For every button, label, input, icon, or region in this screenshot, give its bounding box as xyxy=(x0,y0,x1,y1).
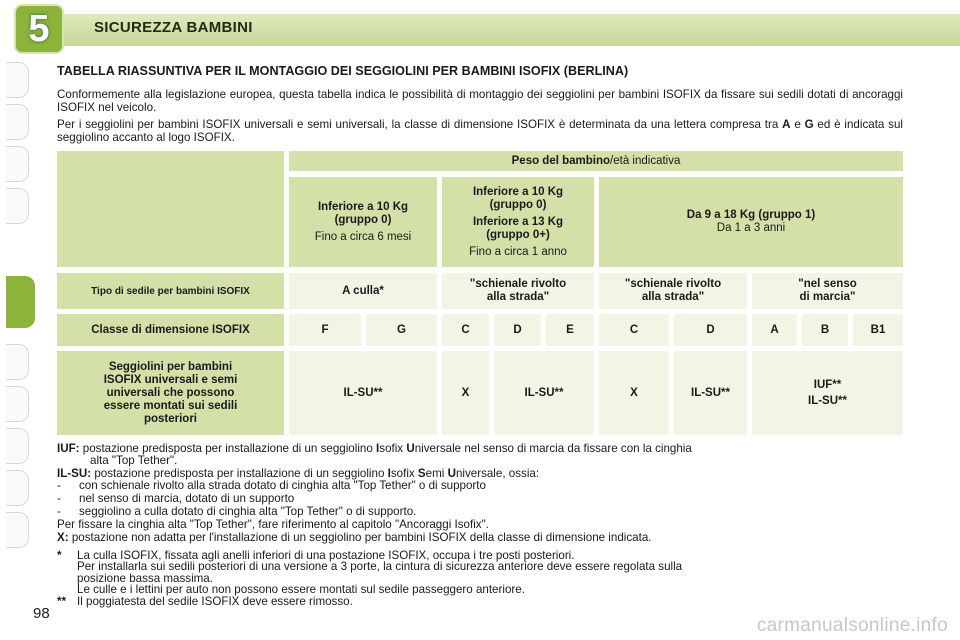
class-cell: A xyxy=(752,314,797,346)
class-cell: C xyxy=(442,314,489,346)
type-rearward-1: "schienale rivolto alla strada" xyxy=(442,273,594,309)
class-cell: D xyxy=(494,314,541,346)
group-0plus: Inferiore a 10 Kg (gruppo 0) Inferiore a 13 Kg (gruppo 0+) Fino a circa 1 anno xyxy=(442,177,594,267)
chapter-tab-8[interactable] xyxy=(6,428,29,464)
seat-value: IL-SU** xyxy=(674,351,747,435)
seat-value: X xyxy=(442,351,489,435)
seat-value: X xyxy=(599,351,669,435)
page-number: 98 xyxy=(33,605,50,622)
class-cell: B xyxy=(802,314,848,346)
footnote-star: La culla ISOFIX, fissata agli anelli inferiori di una postazione ISOFIX, occupa i tre posti posteriori. Per installarla sui sedili posteriori di una versione a 3 porte, la cintura di sicurezza anteriore deve essere regolata sulla posizione bassa massima. Le culle e i lettini per auto non possono essere montati sul sedile passeggero anteriore. xyxy=(77,549,683,597)
legend-bullet: - nel senso di marcia, dotato di un supporto xyxy=(57,492,295,505)
class-cell: C xyxy=(599,314,669,346)
weight-header: Peso del bambino/età indicativa xyxy=(289,151,903,171)
chapter-tab-3[interactable] xyxy=(6,146,29,182)
chapter-badge xyxy=(16,6,62,52)
chapter-number: 5 xyxy=(28,7,50,50)
chapter-title: SICUREZZA BAMBINI xyxy=(94,19,253,36)
section-heading: TABELLA RIASSUNTIVA PER IL MONTAGGIO DEI SEGGIOLINI PER BAMBINI ISOFIX (BERLINA) xyxy=(57,64,629,78)
type-label: Tipo di sedile per bambini ISOFIX xyxy=(57,273,284,309)
table-corner xyxy=(57,151,284,267)
class-cell: B1 xyxy=(853,314,903,346)
type-culla: A culla* xyxy=(289,273,437,309)
chapter-tab-6[interactable] xyxy=(6,344,29,380)
watermark: carmanualsonline.info xyxy=(756,615,948,636)
chapter-tab-2[interactable] xyxy=(6,104,29,140)
group-0-6m: Inferiore a 10 Kg (gruppo 0) Fino a circa 6 mesi xyxy=(289,177,437,267)
group-1: Da 9 a 18 Kg (gruppo 1) Da 1 a 3 anni xyxy=(599,177,903,267)
class-label: Classe di dimensione ISOFIX xyxy=(57,314,284,346)
intro-paragraph-2: Per i seggiolini per bambini ISOFIX universali e semi universali, la classe di dimensione ISOFIX è determinata da una lettera compresa tra A e G ed è indicata sul seggiolino accanto al logo ISOFIX. xyxy=(57,118,903,144)
chapter-tab-4[interactable] xyxy=(6,188,29,224)
chapter-tab-7[interactable] xyxy=(6,386,29,422)
chapter-tab-10[interactable] xyxy=(6,512,29,548)
chapter-tab-1[interactable] xyxy=(6,62,29,98)
footnote-dstar-mark: ** xyxy=(57,595,67,608)
legend-bullet: - seggiolino a culla dotato di cinghia alta "Top Tether" o di supporto. xyxy=(57,505,417,518)
legend-x: X: postazione non adatta per l'installazione di un seggiolino per bambini ISOFIX della classe di dimensione indicata. xyxy=(57,531,652,544)
seat-label: Seggiolini per bambini ISOFIX universali e semi universali che possono essere montati sui sedili posteriori xyxy=(57,351,284,435)
class-cell: F xyxy=(289,314,361,346)
legend-bullet: - con schienale rivolto alla strada dotato di cinghia alta "Top Tether" o di supporto xyxy=(57,479,486,492)
seat-value: IL-SU** xyxy=(289,351,437,435)
seat-value-forward: IUF** IL-SU** xyxy=(752,351,903,435)
footnote-dstar: Il poggiatesta del sedile ISOFIX deve essere rimosso. xyxy=(77,595,353,608)
chapter-tab-9[interactable] xyxy=(6,470,29,506)
seat-value: IL-SU** xyxy=(494,351,594,435)
class-cell: G xyxy=(366,314,437,346)
intro-paragraph-1: Conformemente alla legislazione europea, questa tabella indica le possibilità di montaggio dei seggiolini per bambini ISOFIX da fissare sui sedili dotati di ancoraggi ISOFIX nel veicolo. xyxy=(57,88,903,114)
type-rearward-2: "schienale rivolto alla strada" xyxy=(599,273,747,309)
legend-ilsu: IL-SU: postazione predisposta per installazione di un seggiolino Isofix Semi Universale, ossia: xyxy=(57,467,540,480)
legend-note: Per fissare la cinghia alta "Top Tether", fare riferimento al capitolo "Ancoraggi Isofix". xyxy=(57,518,489,531)
type-forward: "nel senso di marcia" xyxy=(752,273,903,309)
class-cell: E xyxy=(546,314,594,346)
footnote-star-mark: * xyxy=(57,549,62,562)
chapter-tab-5-active[interactable] xyxy=(6,276,35,328)
legend-iuf: IUF: postazione predisposta per installazione di un seggiolino Isofix Universale nel senso di marcia da fissare con la cinghia alta "Top Tether". xyxy=(57,442,692,468)
class-cell: D xyxy=(674,314,747,346)
